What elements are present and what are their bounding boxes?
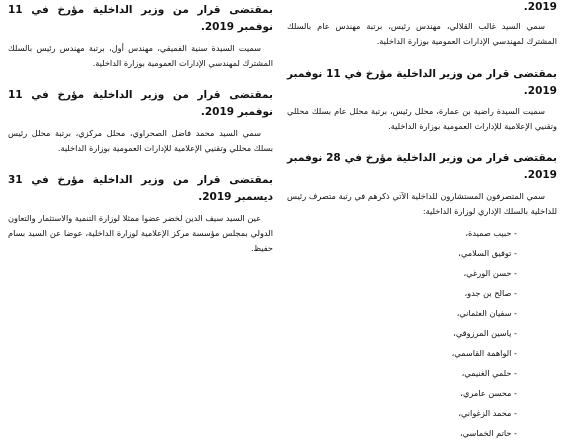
decree-text: سمي السيد غالب القلالي، مهندس رئيس، برتبة مهندس عام بالسلك المشترك لمهندسي الإدارات العمومية بوزارة الداخلية.: [287, 21, 557, 46]
list-item: - صالح بن جدو،: [464, 288, 517, 298]
list-item: - ياسين المرزوقي،: [453, 328, 517, 338]
list-item: - حبيب صميدة،: [465, 228, 517, 238]
right-top-year: 2019.: [523, 1, 557, 13]
list-item: - الواهمة القاسمي،: [451, 348, 517, 358]
decree-text: سميت السيدة سنية الفميقي، مهندس أول، برتبة مهندس رئيس بالسلك المشترك لمهندسي الإدارات العمومية بوزارة الداخلية.: [8, 43, 273, 68]
list-item: - توفيق السلامي،: [458, 248, 517, 258]
list-item: - محمد الزغواني،: [458, 408, 517, 418]
right-column: [287, 0, 557, 438]
decree-block-board-member: [8, 172, 273, 256]
decree-block-administrators: [287, 150, 557, 443]
decree-heading: بمقتضى قرار من وزير الداخلية مؤرخ في 11 نوفمبر 2019.: [8, 89, 273, 118]
list-item: - حسن الورغي،: [463, 268, 517, 278]
list-item: - حاتم الخماسي،: [459, 428, 517, 438]
decree-heading: بمقتضى قرار من وزير الداخلية مؤرخ في 31 ديسمبر 2019.: [8, 174, 273, 203]
names-list: [287, 223, 557, 443]
decree-text: سميت السيدة راضية بن عمارة، محلل رئيس، برتبة محلل عام بسلك محللي وتقنيي الإعلامية للإدارات العمومية بوزارة الداخلية.: [287, 106, 557, 131]
decree-heading: بمقتضى قرار من وزير الداخلية مؤرخ في 28 نوفمبر 2019.: [287, 152, 557, 181]
list-item: - حلمي الغنيمي،: [461, 368, 517, 378]
decree-block-analyst-chief: [8, 87, 273, 156]
decree-heading: بمقتضى قرار من وزير الداخلية مؤرخ في 11 نوفمبر 2019.: [8, 4, 273, 33]
decree-heading: بمقتضى قرار من وزير الداخلية مؤرخ في 11 نوفمبر 2019.: [287, 68, 557, 97]
decree-block-engineer-general: [287, 19, 557, 49]
list-item: - سفيان العثماني،: [456, 308, 517, 318]
decree-text: سمي المتصرفون المستشارون للداخلية الآتي ذكرهم في رتبة متصرف رئيس للداخلية بالسلك الإداري لوزارة الداخلية:: [287, 191, 557, 216]
left-column: [8, 0, 273, 410]
decree-text: سمي السيد محمد فاضل الصحراوي، محلل مركزي، برتبة محلل رئيس بسلك محللي وتقنيي الإعلامية للإدارات العمومية بوزارة الداخلية.: [8, 128, 273, 153]
decree-text: عين السيد سيف الدين لخضر عضوا ممثلا لوزارة التنمية والاستثمار والتعاون الدولي بمجلس مؤسسة مركز الإعلامية لوزارة الداخلية، عوضا عن السيد بسام حفيظ.: [8, 213, 273, 253]
decree-block-analyst-general: [287, 66, 557, 134]
list-item: - محسن عامري،: [460, 388, 517, 398]
decree-block-engineer-chief: [8, 2, 273, 71]
